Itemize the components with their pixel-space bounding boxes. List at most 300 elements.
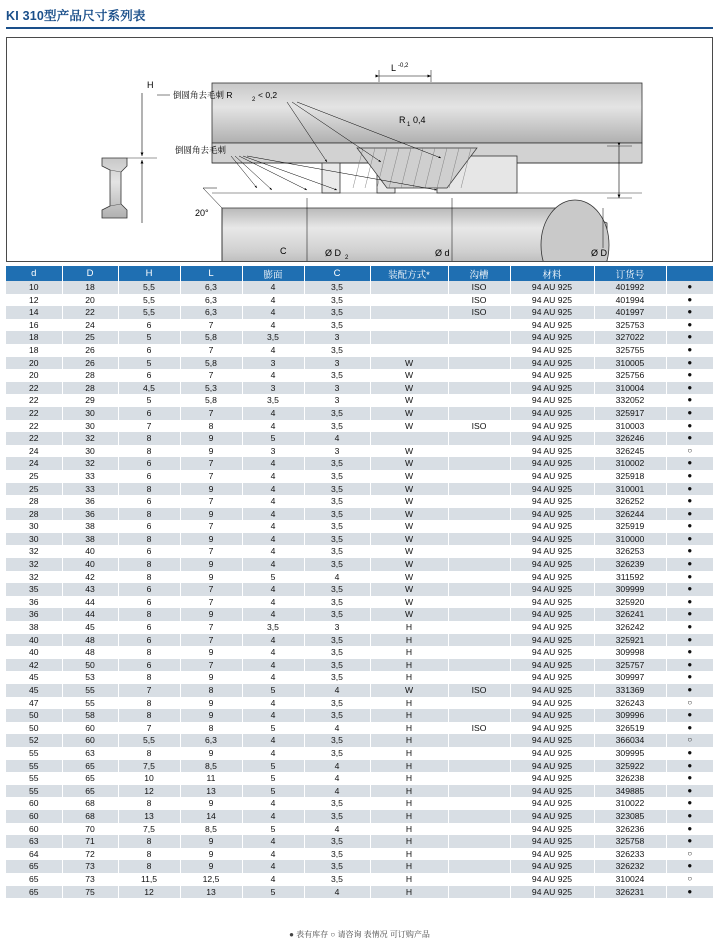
table-cell-H: 7,5 xyxy=(118,823,180,836)
table-cell-d: 52 xyxy=(6,734,62,747)
table-cell-膨面: 4 xyxy=(242,533,304,546)
table-cell-D: 55 xyxy=(62,684,118,697)
table-cell-D: 58 xyxy=(62,709,118,722)
table-cell-材料: 94 AU 925 xyxy=(510,659,594,672)
table-cell-D: 53 xyxy=(62,671,118,684)
table-row xyxy=(6,281,713,294)
table-cell-H: 7 xyxy=(118,684,180,697)
table-cell-L: 6,3 xyxy=(180,306,242,319)
table-cell-stock: ● xyxy=(666,646,713,659)
table-cell-stock: ● xyxy=(666,608,713,621)
table-cell-装配方式*: H xyxy=(370,709,448,722)
table-cell-stock: ● xyxy=(666,432,713,445)
table-cell-沟槽 xyxy=(448,508,510,521)
table-cell-d: 38 xyxy=(6,621,62,634)
table-cell-D: 42 xyxy=(62,571,118,584)
table-row xyxy=(6,545,713,558)
table-cell-材料: 94 AU 925 xyxy=(510,344,594,357)
table-cell-装配方式* xyxy=(370,294,448,307)
table-cell-L: 9 xyxy=(180,445,242,458)
table-cell-L: 7 xyxy=(180,659,242,672)
table-cell-装配方式*: W xyxy=(370,357,448,370)
table-cell-材料: 94 AU 925 xyxy=(510,545,594,558)
table-row xyxy=(6,495,713,508)
table-cell-装配方式*: W xyxy=(370,520,448,533)
table-row xyxy=(6,319,713,332)
table-cell-C: 3 xyxy=(304,382,370,395)
table-cell-H: 8 xyxy=(118,697,180,710)
table-row xyxy=(6,445,713,458)
table-cell-膨面: 4 xyxy=(242,860,304,873)
table-cell-d: 12 xyxy=(6,294,62,307)
title-divider xyxy=(6,27,713,29)
table-cell-D: 30 xyxy=(62,407,118,420)
table-cell-L: 8 xyxy=(180,420,242,433)
table-cell-d: 55 xyxy=(6,760,62,773)
table-cell-订货号: 309995 xyxy=(594,747,666,760)
table-cell-L: 6,3 xyxy=(180,734,242,747)
table-cell-d: 25 xyxy=(6,470,62,483)
table-cell-stock: ● xyxy=(666,457,713,470)
table-cell-装配方式*: H xyxy=(370,772,448,785)
table-cell-H: 8 xyxy=(118,445,180,458)
table-cell-D: 32 xyxy=(62,432,118,445)
table-cell-stock: ● xyxy=(666,634,713,647)
table-cell-C: 3,5 xyxy=(304,671,370,684)
table-cell-L: 7 xyxy=(180,634,242,647)
table-cell-C: 3,5 xyxy=(304,835,370,848)
table-cell-C: 4 xyxy=(304,785,370,798)
table-cell-沟槽 xyxy=(448,709,510,722)
table-cell-D: 26 xyxy=(62,344,118,357)
table-cell-材料: 94 AU 925 xyxy=(510,445,594,458)
table-cell-沟槽 xyxy=(448,848,510,861)
col-H: H xyxy=(118,266,180,281)
table-cell-C: 3,5 xyxy=(304,747,370,760)
table-cell-stock: ● xyxy=(666,596,713,609)
table-cell-L: 9 xyxy=(180,697,242,710)
table-cell-沟槽 xyxy=(448,520,510,533)
table-cell-装配方式*: W xyxy=(370,470,448,483)
table-cell-C: 3,5 xyxy=(304,810,370,823)
table-cell-stock: ● xyxy=(666,671,713,684)
table-cell-d: 22 xyxy=(6,432,62,445)
table-cell-订货号: 323085 xyxy=(594,810,666,823)
page-title: KI 310型产品尺寸系列表 xyxy=(6,9,146,23)
table-row xyxy=(6,571,713,584)
table-cell-d: 32 xyxy=(6,571,62,584)
table-cell-沟槽 xyxy=(448,457,510,470)
table-cell-订货号: 311592 xyxy=(594,571,666,584)
table-cell-L: 9 xyxy=(180,533,242,546)
dim-H xyxy=(127,80,157,223)
svg-text:< 0,2: < 0,2 xyxy=(258,90,278,100)
table-cell-材料: 94 AU 925 xyxy=(510,483,594,496)
table-cell-L: 14 xyxy=(180,810,242,823)
table-cell-装配方式*: W xyxy=(370,457,448,470)
table-cell-装配方式*: H xyxy=(370,823,448,836)
table-cell-H: 6 xyxy=(118,545,180,558)
table-cell-材料: 94 AU 925 xyxy=(510,860,594,873)
table-cell-装配方式* xyxy=(370,331,448,344)
table-cell-stock: ● xyxy=(666,886,713,899)
table-cell-订货号: 366034 xyxy=(594,734,666,747)
table-cell-H: 8 xyxy=(118,558,180,571)
table-cell-d: 45 xyxy=(6,671,62,684)
table-cell-材料: 94 AU 925 xyxy=(510,747,594,760)
table-row xyxy=(6,734,713,747)
table-cell-D: 72 xyxy=(62,848,118,861)
table-cell-D: 75 xyxy=(62,886,118,899)
table-cell-材料: 94 AU 925 xyxy=(510,369,594,382)
table-row xyxy=(6,306,713,319)
table-cell-d: 45 xyxy=(6,684,62,697)
table-cell-D: 20 xyxy=(62,294,118,307)
table-cell-C: 3 xyxy=(304,394,370,407)
table-cell-L: 9 xyxy=(180,797,242,810)
table-cell-d: 36 xyxy=(6,596,62,609)
table-cell-C: 3,5 xyxy=(304,545,370,558)
table-cell-L: 9 xyxy=(180,671,242,684)
table-cell-膨面: 3 xyxy=(242,357,304,370)
table-cell-H: 12 xyxy=(118,886,180,899)
table-cell-D: 30 xyxy=(62,445,118,458)
table-row xyxy=(6,558,713,571)
table-row xyxy=(6,684,713,697)
table-cell-d: 32 xyxy=(6,558,62,571)
table-cell-材料: 94 AU 925 xyxy=(510,432,594,445)
table-cell-D: 40 xyxy=(62,545,118,558)
table-cell-沟槽 xyxy=(448,331,510,344)
table-cell-L: 7 xyxy=(180,520,242,533)
table-cell-订货号: 310003 xyxy=(594,420,666,433)
table-row xyxy=(6,747,713,760)
table-cell-沟槽 xyxy=(448,659,510,672)
table-row xyxy=(6,860,713,873)
table-cell-d: 55 xyxy=(6,772,62,785)
table-cell-D: 60 xyxy=(62,722,118,735)
table-cell-D: 45 xyxy=(62,621,118,634)
table-cell-stock: ● xyxy=(666,319,713,332)
table-cell-订货号: 309998 xyxy=(594,646,666,659)
table-cell-H: 6 xyxy=(118,583,180,596)
table-cell-订货号: 310005 xyxy=(594,357,666,370)
table-cell-订货号: 310024 xyxy=(594,873,666,886)
table-cell-C: 3,5 xyxy=(304,848,370,861)
note-angle xyxy=(195,188,222,218)
svg-text:R: R xyxy=(399,115,406,125)
table-cell-L: 7 xyxy=(180,407,242,420)
table-cell-膨面: 4 xyxy=(242,734,304,747)
table-cell-膨面: 4 xyxy=(242,596,304,609)
table-cell-stock: ● xyxy=(666,357,713,370)
technical-drawing xyxy=(6,37,713,262)
table-cell-材料: 94 AU 925 xyxy=(510,331,594,344)
drawing-svg xyxy=(7,38,712,261)
table-cell-H: 6 xyxy=(118,520,180,533)
table-cell-材料: 94 AU 925 xyxy=(510,294,594,307)
table-cell-沟槽 xyxy=(448,495,510,508)
table-row xyxy=(6,344,713,357)
table-cell-stock: ● xyxy=(666,508,713,521)
table-row xyxy=(6,583,713,596)
dim-L xyxy=(379,63,431,82)
table-cell-装配方式*: W xyxy=(370,684,448,697)
table-cell-H: 8 xyxy=(118,835,180,848)
table-row xyxy=(6,848,713,861)
table-cell-装配方式*: H xyxy=(370,634,448,647)
table-cell-stock: ● xyxy=(666,760,713,773)
table-cell-L: 7 xyxy=(180,545,242,558)
table-cell-材料: 94 AU 925 xyxy=(510,420,594,433)
table-cell-D: 22 xyxy=(62,306,118,319)
table-cell-H: 8 xyxy=(118,848,180,861)
table-cell-H: 5 xyxy=(118,394,180,407)
table-cell-d: 63 xyxy=(6,835,62,848)
table-cell-膨面: 3,5 xyxy=(242,331,304,344)
table-cell-C: 3,5 xyxy=(304,873,370,886)
table-cell-d: 22 xyxy=(6,420,62,433)
table-cell-膨面: 5 xyxy=(242,785,304,798)
table-cell-d: 30 xyxy=(6,533,62,546)
table-cell-d: 22 xyxy=(6,382,62,395)
table-cell-订货号: 326238 xyxy=(594,772,666,785)
table-cell-材料: 94 AU 925 xyxy=(510,394,594,407)
table-cell-订货号: 309999 xyxy=(594,583,666,596)
table-cell-装配方式*: W xyxy=(370,495,448,508)
table-cell-d: 32 xyxy=(6,545,62,558)
table-cell-L: 6,3 xyxy=(180,281,242,294)
table-cell-订货号: 325756 xyxy=(594,369,666,382)
table-cell-D: 48 xyxy=(62,646,118,659)
table-cell-L: 7 xyxy=(180,470,242,483)
table-row xyxy=(6,483,713,496)
table-cell-H: 4,5 xyxy=(118,382,180,395)
table-cell-沟槽 xyxy=(448,357,510,370)
table-cell-stock: ● xyxy=(666,797,713,810)
table-cell-d: 55 xyxy=(6,785,62,798)
table-cell-L: 7 xyxy=(180,319,242,332)
table-cell-装配方式*: W xyxy=(370,571,448,584)
table-cell-L: 13 xyxy=(180,886,242,899)
table-cell-C: 4 xyxy=(304,432,370,445)
table-row xyxy=(6,432,713,445)
table-cell-装配方式*: H xyxy=(370,886,448,899)
table-cell-装配方式*: H xyxy=(370,747,448,760)
table-cell-H: 8 xyxy=(118,671,180,684)
table-row xyxy=(6,294,713,307)
table-cell-装配方式*: W xyxy=(370,583,448,596)
table-cell-膨面: 4 xyxy=(242,483,304,496)
table-cell-订货号: 325757 xyxy=(594,659,666,672)
table-cell-H: 8 xyxy=(118,432,180,445)
table-cell-膨面: 5 xyxy=(242,823,304,836)
table-cell-D: 18 xyxy=(62,281,118,294)
table-cell-H: 8 xyxy=(118,483,180,496)
table-cell-装配方式*: H xyxy=(370,797,448,810)
table-cell-膨面: 4 xyxy=(242,294,304,307)
table-cell-D: 44 xyxy=(62,596,118,609)
table-cell-stock: ● xyxy=(666,785,713,798)
table-cell-沟槽 xyxy=(448,533,510,546)
table-cell-C: 3,5 xyxy=(304,860,370,873)
table-cell-C: 3,5 xyxy=(304,734,370,747)
table-cell-膨面: 4 xyxy=(242,508,304,521)
table-cell-D: 29 xyxy=(62,394,118,407)
table-cell-d: 40 xyxy=(6,634,62,647)
table-cell-D: 33 xyxy=(62,470,118,483)
table-cell-stock: ○ xyxy=(666,734,713,747)
table-cell-订货号: 325920 xyxy=(594,596,666,609)
table-cell-L: 9 xyxy=(180,483,242,496)
table-cell-膨面: 4 xyxy=(242,848,304,861)
table-cell-L: 11 xyxy=(180,772,242,785)
table-row xyxy=(6,697,713,710)
table-cell-装配方式*: H xyxy=(370,734,448,747)
table-cell-D: 73 xyxy=(62,873,118,886)
table-cell-L: 8 xyxy=(180,722,242,735)
table-cell-材料: 94 AU 925 xyxy=(510,621,594,634)
table-cell-材料: 94 AU 925 xyxy=(510,357,594,370)
table-cell-d: 22 xyxy=(6,394,62,407)
table-cell-装配方式*: W xyxy=(370,533,448,546)
table-cell-材料: 94 AU 925 xyxy=(510,382,594,395)
table-cell-订货号: 325755 xyxy=(594,344,666,357)
table-cell-C: 3,5 xyxy=(304,495,370,508)
table-cell-订货号: 331369 xyxy=(594,684,666,697)
table-cell-C: 3,5 xyxy=(304,596,370,609)
table-cell-H: 6 xyxy=(118,495,180,508)
svg-text:C: C xyxy=(280,246,287,256)
table-cell-stock: ○ xyxy=(666,873,713,886)
table-cell-H: 5,5 xyxy=(118,294,180,307)
table-cell-装配方式*: H xyxy=(370,873,448,886)
table-cell-D: 28 xyxy=(62,369,118,382)
table-cell-stock: ● xyxy=(666,294,713,307)
table-cell-D: 50 xyxy=(62,659,118,672)
table-cell-装配方式*: W xyxy=(370,382,448,395)
table-row xyxy=(6,797,713,810)
table-cell-C: 3,5 xyxy=(304,634,370,647)
table-cell-装配方式*: H xyxy=(370,860,448,873)
table-cell-C: 3 xyxy=(304,357,370,370)
table-cell-C: 3,5 xyxy=(304,344,370,357)
table-cell-订货号: 326246 xyxy=(594,432,666,445)
table-row xyxy=(6,873,713,886)
table-cell-装配方式*: W xyxy=(370,369,448,382)
table-cell-沟槽: ISO xyxy=(448,722,510,735)
svg-text:L: L xyxy=(391,63,397,73)
table-row xyxy=(6,659,713,672)
table-cell-H: 5 xyxy=(118,357,180,370)
table-cell-材料: 94 AU 925 xyxy=(510,848,594,861)
table-cell-C: 3,5 xyxy=(304,583,370,596)
table-row xyxy=(6,722,713,735)
col-D: D xyxy=(62,266,118,281)
table-cell-L: 5,8 xyxy=(180,394,242,407)
table-row xyxy=(6,835,713,848)
table-cell-沟槽 xyxy=(448,873,510,886)
table-cell-D: 40 xyxy=(62,558,118,571)
table-cell-订货号: 326233 xyxy=(594,848,666,861)
table-cell-L: 5,3 xyxy=(180,382,242,395)
table-cell-材料: 94 AU 925 xyxy=(510,760,594,773)
table-cell-H: 7 xyxy=(118,722,180,735)
table-cell-H: 7,5 xyxy=(118,760,180,773)
table-cell-H: 5,5 xyxy=(118,734,180,747)
table-cell-C: 3,5 xyxy=(304,646,370,659)
table-cell-C: 3 xyxy=(304,445,370,458)
table-cell-材料: 94 AU 925 xyxy=(510,608,594,621)
table-cell-H: 11,5 xyxy=(118,873,180,886)
svg-text:-0,2: -0,2 xyxy=(398,63,409,69)
table-cell-H: 6 xyxy=(118,407,180,420)
table-cell-L: 7 xyxy=(180,495,242,508)
table-cell-C: 3,5 xyxy=(304,797,370,810)
table-cell-d: 50 xyxy=(6,709,62,722)
table-row xyxy=(6,382,713,395)
table-cell-沟槽: ISO xyxy=(448,306,510,319)
table-cell-H: 6 xyxy=(118,621,180,634)
table-cell-订货号: 325917 xyxy=(594,407,666,420)
table-cell-材料: 94 AU 925 xyxy=(510,508,594,521)
table-cell-膨面: 5 xyxy=(242,432,304,445)
table-cell-材料: 94 AU 925 xyxy=(510,319,594,332)
table-cell-膨面: 5 xyxy=(242,772,304,785)
table-cell-沟槽 xyxy=(448,697,510,710)
table-cell-材料: 94 AU 925 xyxy=(510,634,594,647)
table-cell-材料: 94 AU 925 xyxy=(510,470,594,483)
table-cell-订货号: 309997 xyxy=(594,671,666,684)
table-cell-C: 4 xyxy=(304,886,370,899)
table-cell-C: 3,5 xyxy=(304,369,370,382)
table-cell-装配方式* xyxy=(370,432,448,445)
table-cell-L: 7 xyxy=(180,457,242,470)
table-cell-L: 7 xyxy=(180,621,242,634)
table-cell-订货号: 326231 xyxy=(594,886,666,899)
table-cell-材料: 94 AU 925 xyxy=(510,306,594,319)
table-cell-膨面: 3,5 xyxy=(242,621,304,634)
svg-text:2: 2 xyxy=(252,97,256,103)
table-cell-C: 3,5 xyxy=(304,608,370,621)
table-cell-C: 3,5 xyxy=(304,420,370,433)
table-cell-d: 64 xyxy=(6,848,62,861)
table-cell-材料: 94 AU 925 xyxy=(510,835,594,848)
table-row xyxy=(6,634,713,647)
table-cell-材料: 94 AU 925 xyxy=(510,697,594,710)
table-cell-沟槽 xyxy=(448,772,510,785)
table-row xyxy=(6,886,713,899)
table-cell-订货号: 310002 xyxy=(594,457,666,470)
table-cell-装配方式*: H xyxy=(370,835,448,848)
table-cell-材料: 94 AU 925 xyxy=(510,646,594,659)
table-cell-沟槽: ISO xyxy=(448,684,510,697)
table-cell-装配方式*: H xyxy=(370,848,448,861)
table-cell-stock: ● xyxy=(666,483,713,496)
svg-text:Ø D: Ø D xyxy=(591,248,608,258)
col-L: L xyxy=(180,266,242,281)
table-cell-stock: ● xyxy=(666,722,713,735)
seal-profile xyxy=(102,158,127,218)
table-cell-stock: ● xyxy=(666,810,713,823)
table-cell-订货号: 326232 xyxy=(594,860,666,873)
table-cell-膨面: 4 xyxy=(242,470,304,483)
table-cell-C: 3 xyxy=(304,331,370,344)
table-cell-材料: 94 AU 925 xyxy=(510,873,594,886)
col-groove: 沟槽 xyxy=(448,266,510,281)
table-row xyxy=(6,357,713,370)
table-cell-d: 60 xyxy=(6,810,62,823)
